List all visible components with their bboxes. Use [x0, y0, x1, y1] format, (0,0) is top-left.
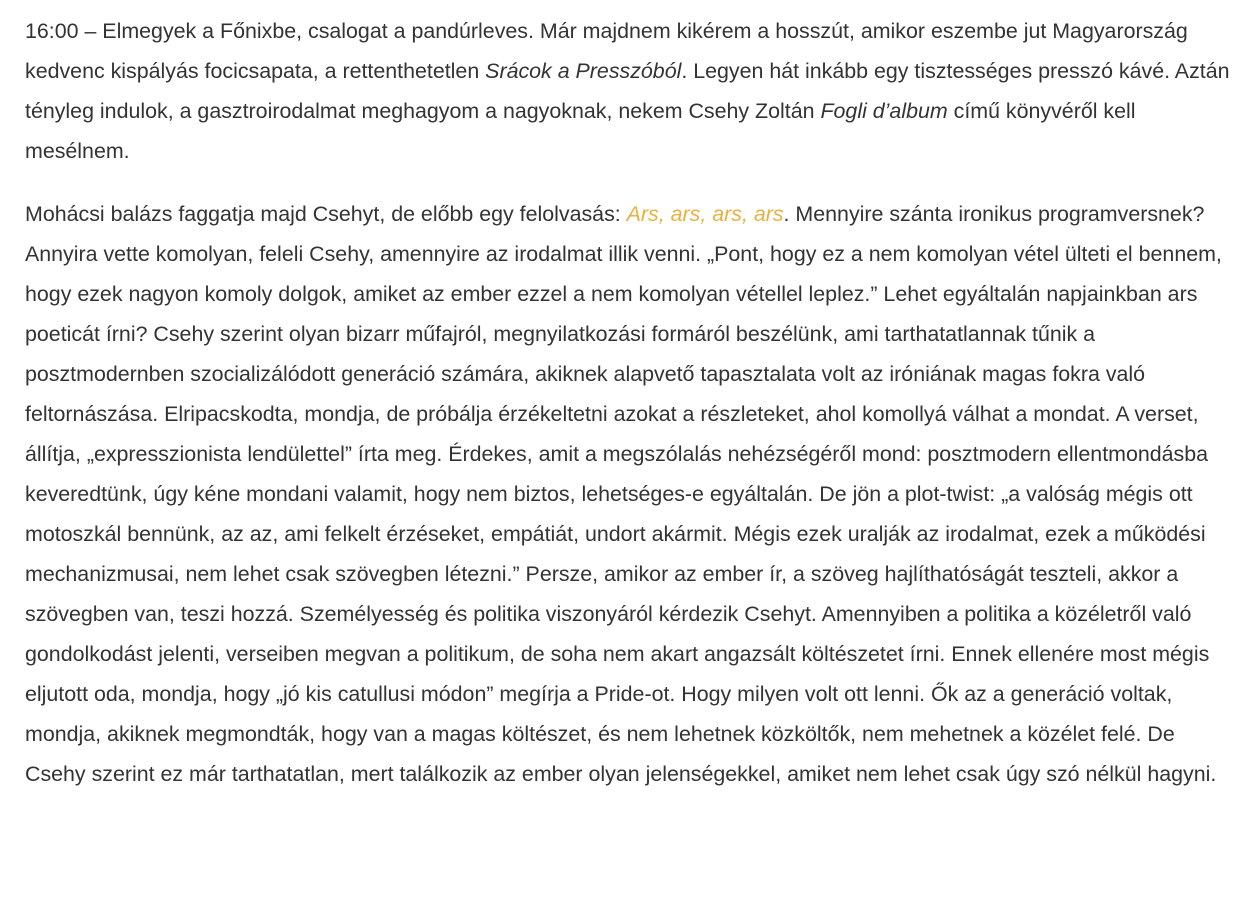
paragraph-interview-text-b: . Mennyire szánta ironikus programversnek? Annyira vette komolyan, feleli Csehy, amennyire az irodalmat illik venni. „Pont, hogy ez a nem komolyan vétel ülteti el bennem, hogy ezek nagyon komoly dolgok, amiket az ember ezzel a nem komolyan vétellel leplez.” Lehet egyáltalán napjainkban ars poeticát írni? Csehy szerint olyan bizarr műfajról, megnyilatkozási formáról beszélünk, ami tarthatatlannak tűnik a posztmodernben szocializálódott generáció számára, akiknek alapvető tapasztalata volt az iróniának magas fokra való feltornászása. Elripacskodta, mondja, de próbálja érzékeltetni azokat a részleteket, ahol komollyá válhat a mondat. A verset, állítja, „expresszionista lendülettel” írta meg. Érdekes, amit a megszólalás nehézségéről mond: posztmodern ellentmondásba keveredtünk, úgy kéne mondani valamit, hogy nem biztos, lehetséges-e egyáltalán. De jön a plot-twist: „a valóság mégis ott motoszkál bennünk, az az, ami felkelt érzéseket, empátiát, undort akármit. Mégis ezek uralják az irodalmat, ezek a működési mechanizmusai, nem lehet csak szövegben létezni.” Persze, amikor az ember ír, a szöveg hajlíthatóságát teszteli, akkor a szövegben van, teszi hozzá. Személyesség és politika viszonyáról kérdezik Csehyt. Amennyiben a politika a közéletről való gondolkodást jelenti, verseiben megvan a politikum, de soha nem akart angazsált költészetet írni. Ennek ellenére most mégis eljutott oda, mondja, hogy „jó kis catullusi módon” megírja a Pride-ot. Hogy milyen volt ott lenni. Ők az a generáció voltak, mondja, akiknek megmondták, hogy van a magas költészet, és nem lehetnek közköltők, nem mehetnek a közélet felé. De Csehy szerint ez már tarthatatlan, mert találkozik az ember olyan jelenségekkel, amiket nem lehet csak úgy szó nélkül hagyni. [25, 202, 1222, 786]
paragraph-intro-text-a: 16:00 – Elmegyek a Főnixbe, csalogat a pandúrleves. Már majdnem kikérem a hosszút, amikor eszembe jut Magyarország kedvenc kispályás focicsapata, a rettenthetetlen [25, 19, 1188, 83]
paragraph-intro-text-b: . Legyen hát inkább egy tisztességes presszó kávé. Aztán tényleg indulok, a gasztroirodalmat meghagyom a nagyoknak, nekem Csehy Zoltán [25, 59, 1230, 123]
book-title-italic: Fogli d’album [820, 99, 948, 123]
paragraph-interview-text-a: Mohácsi balázs faggatja majd Csehyt, de előbb egy felolvasás: [25, 202, 627, 226]
paragraph-intro-text-c: című könyvéről kell mesélnem. [25, 99, 1136, 163]
article-body [25, 11, 1233, 794]
paragraph-interview [25, 194, 1233, 794]
team-name-italic: Srácok a Presszóból [485, 59, 682, 83]
poem-link[interactable]: Ars, ars, ars, ars [626, 202, 784, 226]
paragraph-intro [25, 11, 1233, 171]
